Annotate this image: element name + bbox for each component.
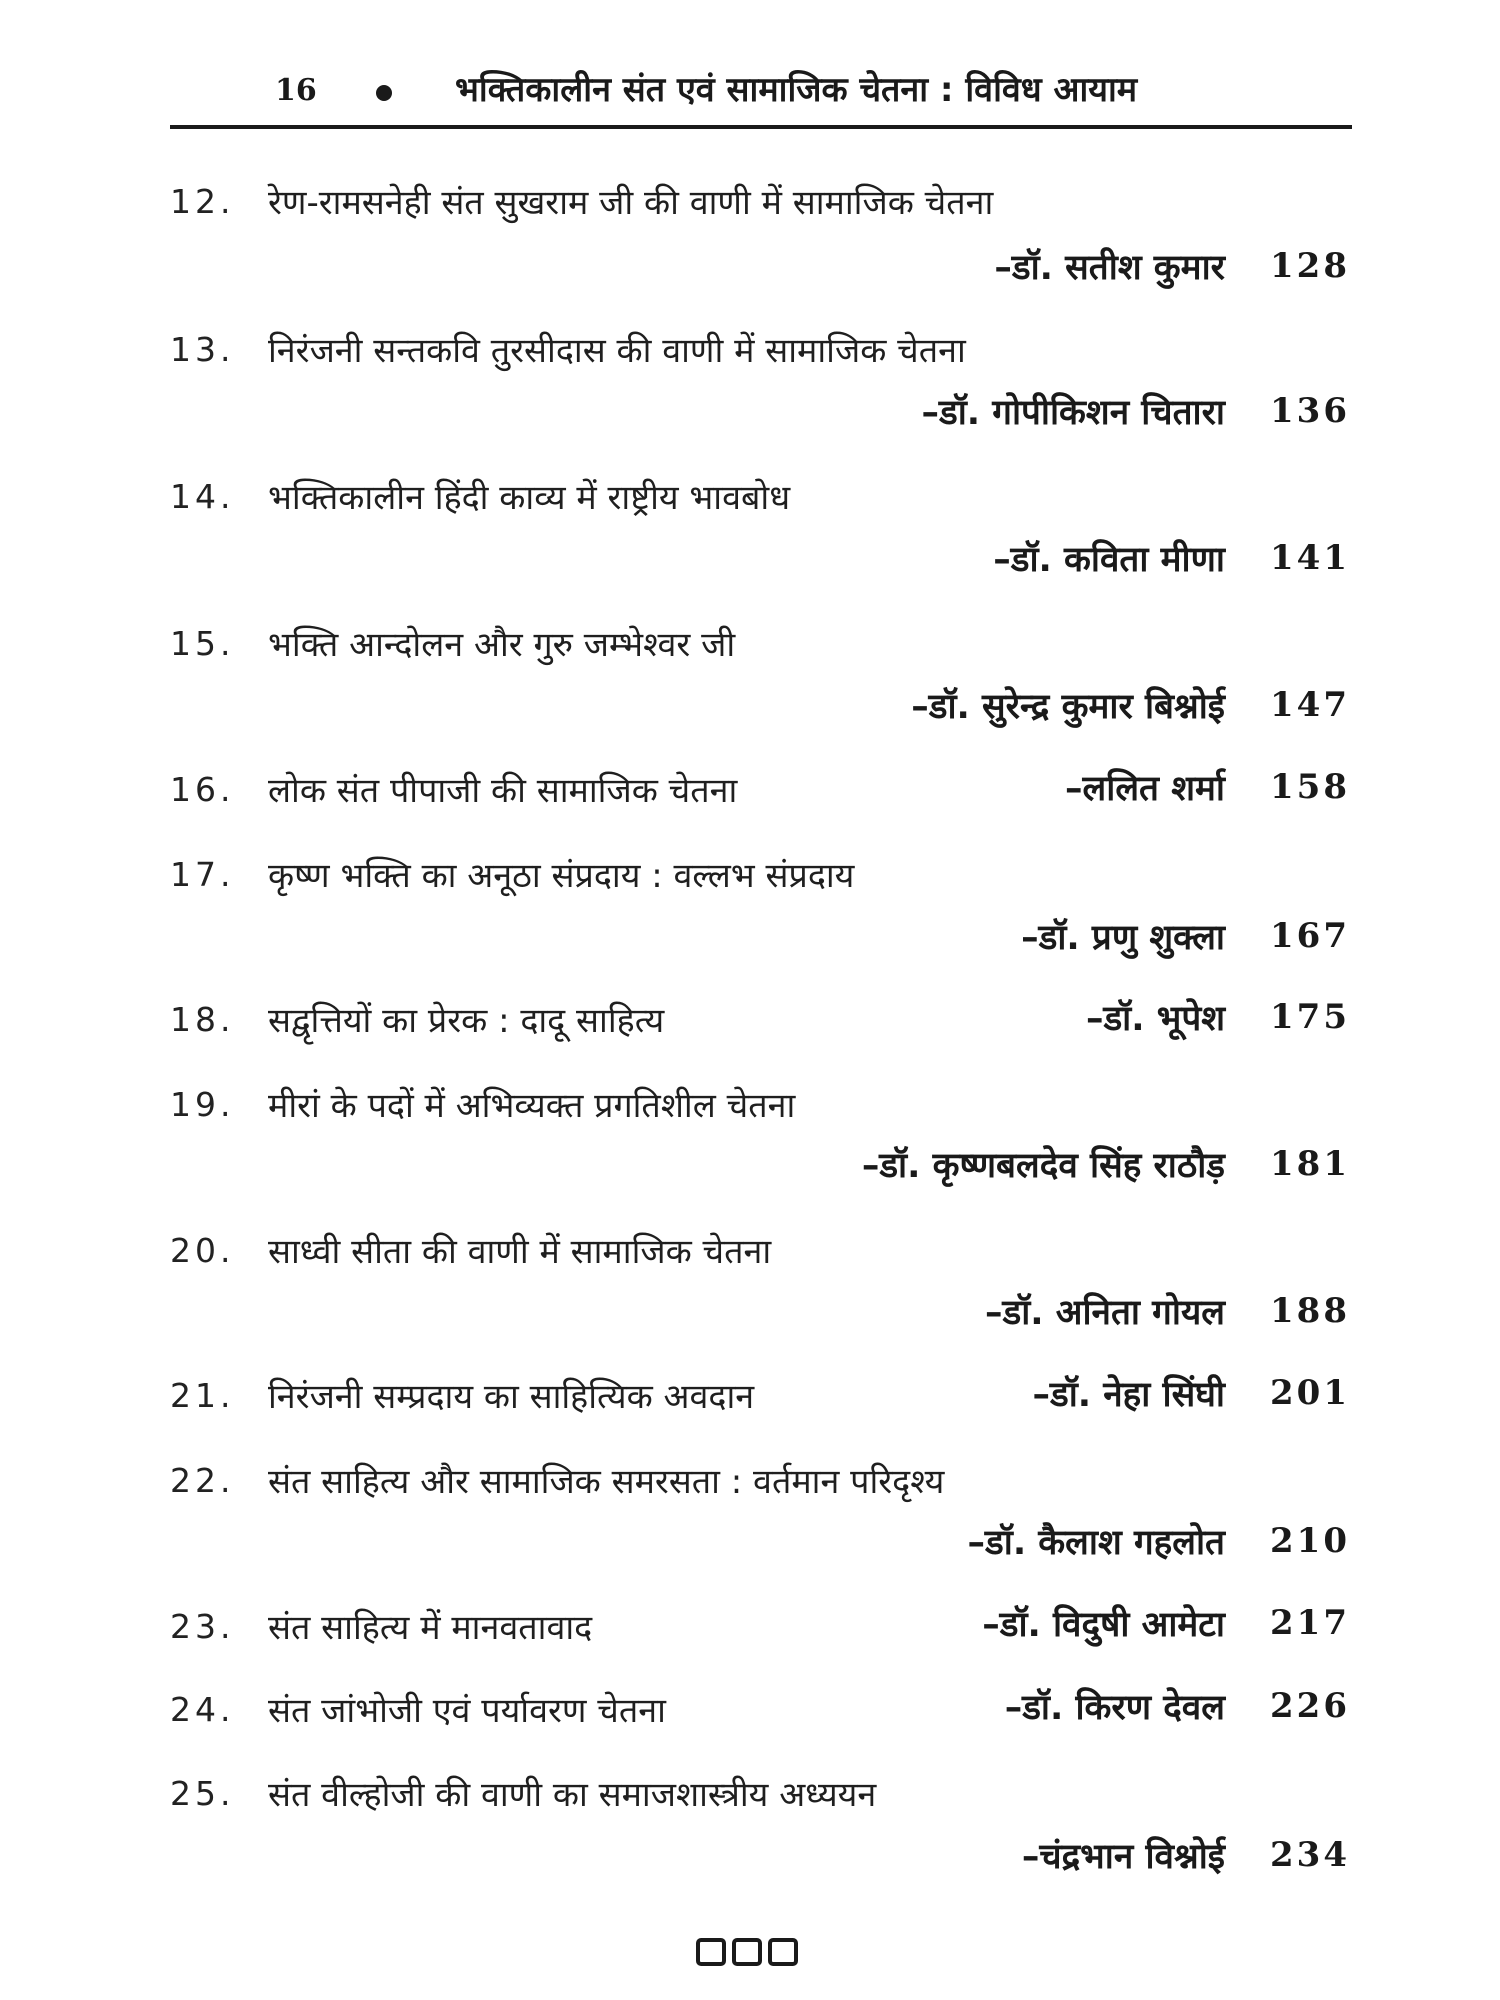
running-title: भक्तिकालीन संत एवं सामाजिक चेतना : विविध आयाम [455, 70, 1138, 110]
running-header [170, 55, 1350, 115]
entry-page: 181 [1270, 1144, 1350, 1184]
entry-number: 25. [170, 1774, 235, 1813]
entry-page: 188 [1270, 1291, 1350, 1331]
entry-author: –डॉ. कृष्णबलदेव सिंह राठौड़ [861, 1146, 1225, 1186]
entry-number: 21. [170, 1376, 235, 1415]
entry-author: –डॉ. नेहा सिंघी [1032, 1375, 1225, 1415]
entry-author: –डॉ. गोपीकिशन चितारा [921, 393, 1225, 433]
entry-author: –डॉ. प्रणु शुक्ला [1021, 918, 1225, 958]
entry-title: संत साहित्य में मानवतावाद [268, 1608, 593, 1648]
entry-title: कृष्ण भक्ति का अनूठा संप्रदाय : वल्लभ संप्रदाय [268, 856, 855, 896]
entry-title: सद्वृत्तियों का प्रेरक : दादू साहित्य [268, 1001, 665, 1041]
entry-title: मीरां के पदों में अभिव्यक्त प्रगतिशील चेतना [268, 1086, 796, 1126]
entry-number: 23. [170, 1607, 235, 1646]
entry-page: 175 [1270, 997, 1350, 1037]
entry-number: 20. [170, 1231, 235, 1270]
entry-number: 13. [170, 330, 235, 369]
end-ornament [696, 1938, 804, 1972]
square-icon [732, 1938, 762, 1966]
entry-title: संत जांभोजी एवं पर्यावरण चेतना [268, 1691, 666, 1731]
entry-page: 201 [1270, 1373, 1350, 1413]
square-icon [768, 1938, 798, 1966]
entry-author: –डॉ. अनिता गोयल [984, 1293, 1225, 1333]
entry-author: –डॉ. कविता मीणा [993, 540, 1225, 580]
entry-author: –डॉ. भूपेश [1085, 999, 1225, 1039]
entry-page: 158 [1270, 767, 1350, 807]
entry-page: 136 [1270, 391, 1350, 431]
entry-title: निरंजनी सम्प्रदाय का साहित्यिक अवदान [268, 1377, 755, 1417]
entry-page: 234 [1270, 1835, 1350, 1875]
entry-title: संत वील्होजी की वाणी का समाजशास्त्रीय अध्ययन [268, 1775, 877, 1815]
bullet-icon [376, 85, 392, 101]
entry-number: 16. [170, 770, 235, 809]
entry-author: –डॉ. सुरेन्द्र कुमार बिश्नोई [911, 687, 1225, 727]
entry-author: –डॉ. विदुषी आमेटा [982, 1605, 1225, 1645]
entry-page: 128 [1270, 246, 1350, 286]
entry-author: –डॉ. सतीश कुमार [994, 248, 1225, 288]
entry-title: रेण-रामसनेही संत सुखराम जी की वाणी में सामाजिक चेतना [268, 183, 994, 223]
entry-page: 210 [1270, 1521, 1350, 1561]
entry-number: 14. [170, 477, 235, 516]
entry-author: –डॉ. किरण देवल [1004, 1688, 1225, 1728]
entry-title: लोक संत पीपाजी की सामाजिक चेतना [268, 771, 738, 811]
entry-page: 217 [1270, 1603, 1350, 1643]
page-number: 16 [275, 73, 317, 108]
entry-number: 17. [170, 855, 235, 894]
entry-number: 24. [170, 1690, 235, 1729]
square-icon [696, 1938, 726, 1966]
entry-author: –ललित शर्मा [1065, 769, 1225, 809]
entry-number: 19. [170, 1085, 235, 1124]
entry-title: साध्वी सीता की वाणी में सामाजिक चेतना [268, 1232, 772, 1272]
entry-number: 15. [170, 624, 235, 663]
entry-page: 147 [1270, 685, 1350, 725]
entry-author: –डॉ. कैलाश गहलोत [967, 1523, 1225, 1563]
entry-page: 226 [1270, 1686, 1350, 1726]
entry-number: 12. [170, 182, 235, 221]
entry-page: 167 [1270, 916, 1350, 956]
entry-title: संत साहित्य और सामाजिक समरसता : वर्तमान परिदृश्य [268, 1462, 945, 1502]
entry-number: 22. [170, 1461, 235, 1500]
entry-page: 141 [1270, 538, 1350, 578]
entry-title: निरंजनी सन्तकवि तुरसीदास की वाणी में सामाजिक चेतना [268, 331, 966, 371]
entry-number: 18. [170, 1000, 235, 1039]
entry-title: भक्ति आन्दोलन और गुरु जम्भेश्वर जी [268, 625, 736, 665]
entry-author: –चंद्रभान विश्नोई [1021, 1837, 1225, 1877]
entry-title: भक्तिकालीन हिंदी काव्य में राष्ट्रीय भावबोध [268, 478, 791, 518]
header-rule [170, 125, 1352, 129]
